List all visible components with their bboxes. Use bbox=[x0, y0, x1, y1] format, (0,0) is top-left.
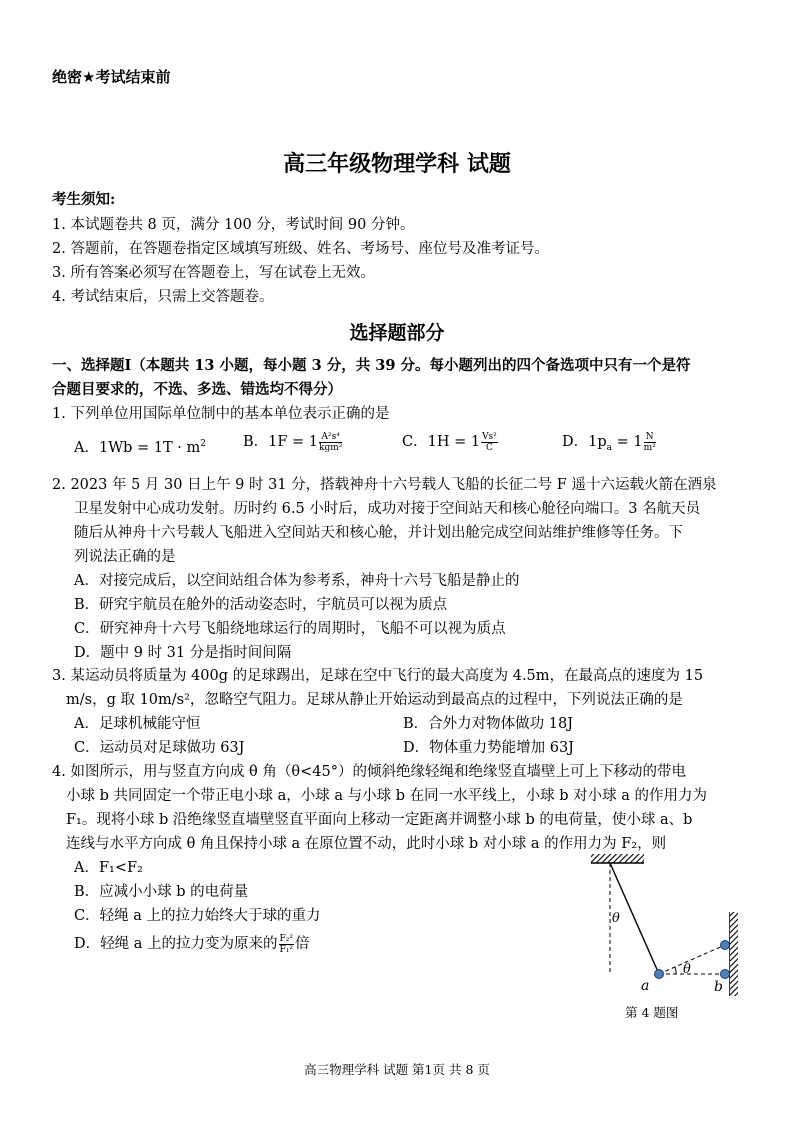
page-footer: 高三物理学科 试题 第1页 共 8 页 bbox=[304, 1062, 490, 1077]
section-title: 选择题部分 bbox=[349, 322, 445, 344]
q4-stem-line: 连线与水平方向成 θ 角且保持小球 a 在原位置不动，此时小球 b 对小球 a 的作用力为 F₂，则 bbox=[66, 836, 667, 852]
q3-option-c: C．运动员对足球做功 63J bbox=[74, 740, 245, 756]
q1-d-fraction: $\frac{N}{\text{m²}}$ bbox=[643, 431, 656, 453]
q1-c-fraction: $\frac{\text{Vs²}}{C}$ bbox=[482, 431, 497, 453]
q3-option-d: D．物体重力势能增加 63J bbox=[403, 740, 574, 756]
q2-stem-line: 随后从神舟十六号载人飞船进入空间站天和核心舱，并计划出舱完成空间站维护维修等任务。下 bbox=[74, 525, 683, 541]
figure-caption: 第 4 题图 bbox=[625, 1005, 679, 1020]
q1-option-b: B．1F = 1 $\frac{\text{A²s⁴}}{\text{kgm²}}$ bbox=[243, 431, 343, 453]
q4-option-d: D．轻绳 a 上的拉力变为原来的 $\frac{\text{F₂²}}{\text{F₁²}}$ 倍 bbox=[74, 933, 310, 955]
q4-option-c: C．轻绳 a 上的拉力始终大于球的重力 bbox=[74, 908, 321, 924]
q4-option-a: A．F₁<F₂ bbox=[74, 860, 143, 876]
notice-heading: 考生须知: bbox=[52, 191, 116, 208]
q3-stem-line1: 3. 某运动员将质量为 400g 的足球踢出，足球在空中飞行的最大高度为 4.5m，在最高点的速度为 15 bbox=[52, 668, 704, 684]
q2-option-b: B．研究宇航员在舱外的活动姿态时，宇航员可以视为质点 bbox=[74, 597, 448, 613]
label-a: a bbox=[641, 978, 650, 994]
confidential-header: 绝密★考试结束前 bbox=[52, 68, 171, 86]
q2-option-a: A．对接完成后，以空间站组合体为参考系，神舟十六号飞船是静止的 bbox=[74, 573, 520, 589]
part-instructions-line2: 合题目要求的，不选、多选、错选均不得分） bbox=[52, 381, 342, 398]
theta-label-rope: θ bbox=[612, 911, 620, 926]
q1-stem: 1. 下列单位用国际单位制中的基本单位表示正确的是 bbox=[52, 406, 390, 422]
label-b: b bbox=[714, 979, 723, 995]
ball-a bbox=[655, 970, 664, 979]
q4-figure bbox=[580, 850, 750, 1025]
ball-b-moved bbox=[721, 941, 730, 950]
notice-item: 3. 所有答案必须写在答题卷上，写在试卷上无效。 bbox=[52, 265, 375, 281]
q4-option-b: B．应减小小球 b 的电荷量 bbox=[74, 884, 249, 900]
notice-item: 1. 本试题卷共 8 页，满分 100 分，考试时间 90 分钟。 bbox=[52, 217, 415, 233]
ceiling-hatch bbox=[591, 854, 644, 863]
q2-option-c: C．研究神舟十六号飞船绕地球运行的周期时，飞船不可以视为质点 bbox=[74, 621, 506, 637]
q1-b-fraction: $\frac{\text{A²s⁴}}{\text{kgm²}}$ bbox=[319, 431, 343, 453]
q2-option-d: D．题中 9 时 31 分是指时间间隔 bbox=[74, 645, 292, 661]
q2-stem-line: 列说法正确的是 bbox=[74, 549, 176, 565]
q1-option-a: A．$1Wb = 1T \cdot m^2$ bbox=[74, 439, 206, 456]
q4-d-fraction: $\frac{\text{F₂²}}{\text{F₁²}}$ bbox=[279, 933, 293, 955]
wall-hatch bbox=[730, 912, 738, 996]
ball-b-initial bbox=[721, 970, 730, 979]
q1-option-c: C．1H = 1 $\frac{\text{Vs²}}{C}$ bbox=[402, 431, 497, 453]
part-instructions-line1: 一、选择题Ⅰ（本题共 13 小题，每小题 3 分，共 39 分。每小题列出的四个备选项中只有一个是符 bbox=[52, 357, 691, 374]
angle-arc-a bbox=[675, 967, 676, 974]
inclined-dashed-line bbox=[659, 945, 725, 974]
notice-item: 4. 考试结束后，只需上交答题卷。 bbox=[52, 289, 274, 305]
theta-label-ab: θ bbox=[683, 962, 691, 977]
notice-item: 2. 答题前，在答题卷指定区域填写班级、姓名、考场号、座位号及准考证号。 bbox=[52, 241, 549, 257]
page-title: 高三年级物理学科 试题 bbox=[283, 151, 511, 177]
q4-stem-line: 小球 b 共同固定一个带正电小球 a，小球 a 与小球 b 在同一水平线上，小球 b 对小球 a 的作用力为 bbox=[66, 788, 707, 804]
q3-option-a: A．足球机械能守恒 bbox=[74, 716, 201, 732]
q4-stem-line: 4. 如图所示，用与竖直方向成 θ 角（θ<45°）的倾斜绝缘轻绳和绝缘竖直墙壁上可上下移动的带电 bbox=[52, 764, 686, 780]
q1-option-d: D．$1p_a = 1$ $\frac{N}{\text{m²}}$ bbox=[562, 431, 656, 453]
q2-stem-line: 2. 2023 年 5 月 30 日上午 9 时 31 分，搭载神舟十六号载人飞船的长征二号 F 遥十六运载火箭在酒泉 bbox=[52, 477, 717, 493]
q2-stem-line: 卫星发射中心成功发射。历时约 6.5 小时后，成功对接于空间站天和核心舱径向端口。3 名航天员 bbox=[74, 501, 701, 517]
q3-option-b: B．合外力对物体做功 18J bbox=[403, 716, 574, 732]
q3-stem-line2: m/s，g 取 10m/s²，忽略空气阻力。足球从静止开始运动到最高点的过程中，下列说法正确的是 bbox=[66, 692, 683, 708]
q4-stem-line: F₁。现将小球 b 沿绝缘竖直墙壁竖直平面向上移动一定距离并调整小球 b 的电荷量，使小球 a、b bbox=[66, 812, 693, 828]
